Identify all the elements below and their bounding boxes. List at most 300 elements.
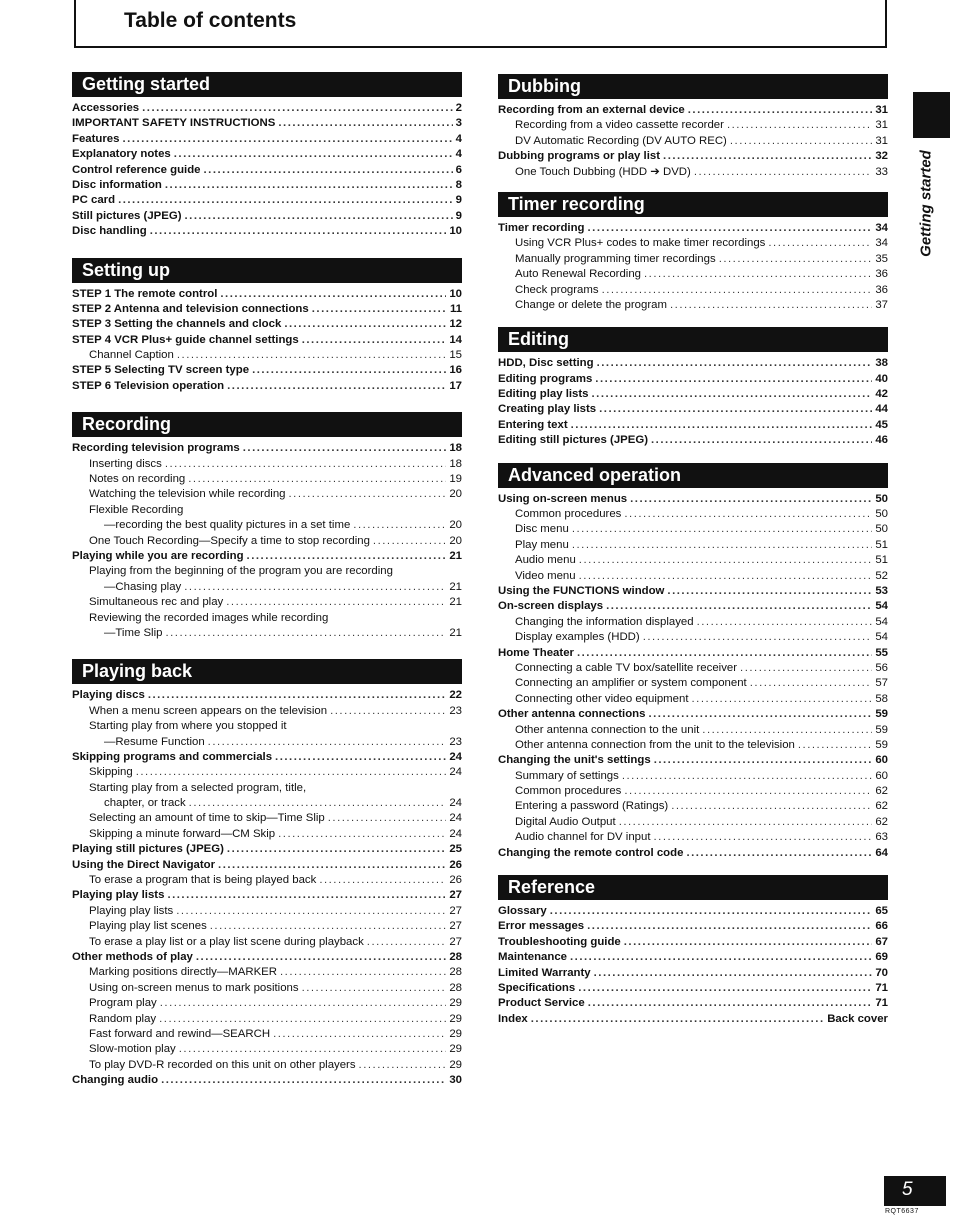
toc-entry[interactable] [72, 209, 462, 224]
dot-leader [312, 302, 447, 317]
toc-entry[interactable] [72, 626, 462, 641]
toc-entry[interactable] [72, 1012, 462, 1027]
toc-left-column [72, 72, 462, 1088]
dot-leader [624, 935, 873, 950]
toc-entry-title: chapter, or track [104, 797, 186, 810]
toc-entry-page: 31 [875, 134, 888, 147]
toc-entry[interactable] [498, 298, 888, 313]
toc-entry[interactable] [72, 503, 462, 518]
dot-leader [654, 753, 873, 768]
toc-entry[interactable] [498, 402, 888, 417]
toc-entry[interactable] [498, 118, 888, 133]
dot-leader [174, 147, 453, 162]
toc-entry[interactable] [498, 538, 888, 553]
section-header: Getting started [72, 72, 462, 97]
toc-entry-page: 71 [875, 981, 888, 994]
section-advanced-operation [498, 463, 888, 861]
section-getting-started [72, 72, 462, 240]
toc-entry-page: 36 [875, 268, 888, 281]
dot-leader [278, 116, 452, 131]
toc-entry-title: Auto Renewal Recording [515, 268, 642, 281]
toc-entry[interactable] [498, 433, 888, 448]
dot-leader [692, 692, 873, 707]
toc-entry-page: 71 [875, 997, 888, 1010]
toc-entry-title: Audio channel for DV input [515, 831, 651, 844]
dot-leader [165, 178, 453, 193]
page-number-box [884, 1176, 946, 1206]
toc-entry-title: Editing programs [498, 372, 593, 385]
dot-leader [740, 661, 872, 676]
toc-entry[interactable] [72, 549, 462, 564]
dot-leader [592, 387, 873, 402]
dot-leader [727, 118, 872, 133]
toc-entry-title: Recording from a video cassette recorder [515, 119, 724, 132]
dot-leader [227, 379, 446, 394]
toc-entry[interactable] [498, 615, 888, 630]
dot-leader [694, 165, 872, 180]
toc-entry[interactable] [498, 387, 888, 402]
dot-leader [330, 704, 446, 719]
dot-leader [278, 827, 446, 842]
dot-leader [648, 707, 872, 722]
dot-leader [220, 287, 446, 302]
toc-entry-title: One Touch Recording—Specify a time to stop recording [89, 534, 370, 547]
toc-entry[interactable] [72, 1027, 462, 1042]
toc-entry[interactable] [72, 750, 462, 765]
toc-entry[interactable] [72, 163, 462, 178]
dot-leader [359, 1058, 447, 1073]
dot-leader [643, 630, 873, 645]
toc-entry-page: 12 [449, 318, 462, 331]
section-header: Timer recording [498, 192, 888, 217]
toc-entry[interactable] [72, 981, 462, 996]
toc-entry[interactable] [72, 580, 462, 595]
toc-entry-page: 24 [449, 827, 462, 840]
toc-entry[interactable] [72, 873, 462, 888]
toc-entry-title: —recording the best quality pictures in a set time [104, 519, 351, 532]
toc-entry-page: 57 [875, 677, 888, 690]
dot-leader [798, 738, 872, 753]
toc-entry[interactable] [72, 735, 462, 750]
toc-entry-page: 10 [449, 225, 462, 238]
toc-entry-title: Other antenna connection from the unit to the television [515, 738, 795, 751]
section-header: Editing [498, 327, 888, 352]
toc-entry[interactable] [498, 692, 888, 707]
toc-entry-title: On-screen displays [498, 600, 604, 613]
toc-entry[interactable] [498, 661, 888, 676]
toc-entry[interactable] [72, 379, 462, 394]
toc-entry-title: Inserting discs [89, 457, 162, 470]
toc-entry-title: When a menu screen appears on the television [89, 704, 328, 717]
toc-entry[interactable] [498, 753, 888, 768]
toc-entry[interactable] [72, 101, 462, 116]
toc-entry[interactable] [498, 966, 888, 981]
toc-entry[interactable] [498, 356, 888, 371]
toc-entry-page: 4 [455, 148, 462, 161]
toc-entry-title: Simultaneous rec and play [89, 596, 224, 609]
toc-entry-page: 44 [875, 403, 888, 416]
toc-entry-title: Skipping [89, 766, 133, 779]
toc-entry-title: Watching the television while recording [89, 488, 286, 501]
toc-entry[interactable] [498, 134, 888, 149]
toc-entry[interactable] [72, 193, 462, 208]
toc-entry[interactable] [72, 224, 462, 239]
toc-entry-page: 20 [449, 534, 462, 547]
dot-leader [619, 815, 873, 830]
toc-entry-title: Using VCR Plus+ codes to make timer recordings [515, 237, 766, 250]
toc-entry-title: Changing audio [72, 1074, 159, 1087]
section-setting-up [72, 258, 462, 395]
dot-leader [328, 811, 447, 826]
toc-entry[interactable] [498, 784, 888, 799]
toc-entry-page: 58 [875, 692, 888, 705]
toc-entry-page: 27 [449, 904, 462, 917]
toc-entry-list [498, 904, 888, 1027]
toc-entry-page: 69 [875, 951, 888, 964]
toc-entry[interactable] [498, 522, 888, 537]
dot-leader [203, 163, 452, 178]
dot-leader [122, 132, 452, 147]
toc-entry-list [72, 688, 462, 1088]
toc-entry[interactable] [498, 981, 888, 996]
toc-entry[interactable] [72, 564, 462, 579]
toc-entry-page: 21 [449, 626, 462, 639]
toc-entry[interactable] [498, 236, 888, 251]
dot-leader [588, 996, 873, 1011]
toc-entry-page: 24 [449, 766, 462, 779]
toc-entry-title: —Resume Function [104, 735, 205, 748]
section-header: Reference [498, 875, 888, 900]
dot-leader [189, 796, 447, 811]
toc-entry[interactable] [72, 1042, 462, 1057]
toc-entry-title: Creating play lists [498, 403, 597, 416]
toc-entry-title: Playing while you are recording [72, 549, 244, 562]
toc-entry-page: 63 [875, 831, 888, 844]
toc-entry-page: 33 [875, 165, 888, 178]
toc-entry-title: Playing discs [72, 689, 145, 702]
toc-entry[interactable] [498, 769, 888, 784]
toc-entry-title: Display examples (HDD) [515, 631, 640, 644]
dot-leader [118, 193, 453, 208]
toc-entry-list [498, 492, 888, 861]
toc-entry-page: 21 [449, 549, 462, 562]
dot-leader [177, 348, 446, 363]
dot-leader [227, 842, 446, 857]
toc-entry-page: 3 [455, 117, 462, 130]
toc-entry[interactable] [498, 149, 888, 164]
dot-leader [595, 372, 872, 387]
toc-entry[interactable] [498, 507, 888, 522]
toc-entry-page: Back cover [827, 1012, 888, 1025]
dot-leader [599, 402, 872, 417]
dot-leader [624, 507, 872, 522]
toc-entry-title: PC card [72, 194, 116, 207]
dot-leader [594, 966, 873, 981]
dot-leader [688, 103, 873, 118]
section-playing-back [72, 659, 462, 1088]
toc-entry[interactable] [498, 846, 888, 861]
section-timer-recording [498, 192, 888, 313]
toc-entry-title: Program play [89, 997, 157, 1010]
toc-entry-page: 38 [875, 357, 888, 370]
toc-entry-page: 52 [875, 569, 888, 582]
toc-entry-title: Glossary [498, 905, 547, 918]
toc-entry-page: 25 [449, 843, 462, 856]
toc-entry-page: 64 [875, 846, 888, 859]
toc-entry[interactable] [498, 996, 888, 1011]
dot-leader [218, 858, 446, 873]
toc-entry-page: 18 [449, 442, 462, 455]
toc-entry-title: DV Automatic Recording (DV AUTO REC) [515, 134, 727, 147]
toc-entry[interactable] [498, 1012, 888, 1027]
toc-entry[interactable] [72, 996, 462, 1011]
toc-entry[interactable] [498, 646, 888, 661]
dot-leader [284, 317, 446, 332]
section-tab-marker [913, 92, 950, 138]
toc-entry[interactable] [498, 935, 888, 950]
toc-entry[interactable] [72, 796, 462, 811]
toc-entry-page: 11 [449, 302, 462, 315]
dot-leader [160, 996, 447, 1011]
toc-entry-page: 4 [455, 132, 462, 145]
toc-entry-title: Home Theater [498, 646, 574, 659]
dot-leader [730, 134, 872, 149]
toc-entry-page: 23 [449, 704, 462, 717]
toc-entry[interactable] [72, 441, 462, 456]
toc-entry-title: Editing play lists [498, 388, 589, 401]
dot-leader [578, 981, 872, 996]
toc-entry[interactable] [498, 799, 888, 814]
toc-entry[interactable] [498, 553, 888, 568]
toc-entry[interactable] [498, 165, 888, 180]
toc-entry[interactable] [72, 147, 462, 162]
toc-entry[interactable] [498, 919, 888, 934]
toc-entry-page: 56 [875, 661, 888, 674]
dot-leader [750, 676, 873, 691]
toc-entry-title: Changing the unit's settings [498, 754, 651, 767]
toc-entry-title: Accessories [72, 102, 140, 114]
toc-entry[interactable] [72, 611, 462, 626]
toc-entry[interactable] [72, 333, 462, 348]
toc-entry-title: Other antenna connections [498, 708, 646, 721]
toc-entry-title: Using on-screen menus [498, 492, 628, 505]
dot-leader [243, 441, 447, 456]
toc-entry-page: 50 [875, 508, 888, 521]
toc-entry[interactable] [498, 252, 888, 267]
toc-entry[interactable] [498, 599, 888, 614]
toc-entry[interactable] [72, 950, 462, 965]
toc-entry[interactable] [72, 811, 462, 826]
toc-entry[interactable] [498, 492, 888, 507]
toc-entry[interactable] [72, 919, 462, 934]
toc-entry[interactable] [498, 830, 888, 845]
toc-entry[interactable] [72, 595, 462, 610]
page-title: Table of contents [124, 9, 297, 32]
dot-leader [597, 356, 873, 371]
toc-entry-title: Troubleshooting guide [498, 935, 621, 948]
toc-entry[interactable] [72, 888, 462, 903]
toc-entry-title: Index [498, 1012, 528, 1025]
toc-entry-page: 29 [449, 1027, 462, 1040]
dot-leader [226, 595, 446, 610]
toc-entry-page: 32 [875, 150, 888, 163]
toc-entry-page: 60 [875, 754, 888, 767]
toc-entry-title: Reviewing the recorded images while recording [89, 611, 329, 624]
dot-leader [159, 1012, 446, 1027]
toc-entry-title: Error messages [498, 920, 585, 933]
toc-entry-page: 15 [449, 349, 462, 362]
toc-entry[interactable] [72, 487, 462, 502]
toc-entry[interactable] [72, 287, 462, 302]
toc-entry[interactable] [498, 569, 888, 584]
toc-entry[interactable] [72, 132, 462, 147]
toc-entry-page: 46 [875, 434, 888, 447]
toc-entry-page: 29 [449, 1043, 462, 1056]
toc-entry-title: Playing still pictures (JPEG) [72, 843, 224, 856]
toc-entry-page: 60 [875, 769, 888, 782]
toc-entry[interactable] [72, 965, 462, 980]
dot-leader [275, 750, 446, 765]
toc-entry-title: Other antenna connection to the unit [515, 723, 700, 736]
toc-entry-page: 23 [449, 735, 462, 748]
toc-entry[interactable] [72, 302, 462, 317]
toc-entry-page: 59 [875, 723, 888, 736]
section-header: Advanced operation [498, 463, 888, 488]
toc-entry[interactable] [72, 348, 462, 363]
dot-leader [185, 209, 453, 224]
section-header: Dubbing [498, 74, 888, 99]
toc-entry-title: Starting play from where you stopped it [89, 720, 287, 733]
toc-entry[interactable] [498, 372, 888, 387]
toc-entry-title: Common procedures [515, 785, 622, 798]
toc-entry-page: 55 [875, 646, 888, 659]
toc-entry-title: Other methods of play [72, 950, 193, 963]
toc-entry[interactable] [72, 1058, 462, 1073]
toc-entry-list [498, 221, 888, 313]
toc-entry-title: Explanatory notes [72, 148, 171, 161]
toc-entry[interactable] [498, 103, 888, 118]
toc-entry-title: Common procedures [515, 508, 622, 521]
toc-entry[interactable] [72, 1073, 462, 1088]
toc-entry-page: 67 [875, 935, 888, 948]
toc-entry[interactable] [498, 738, 888, 753]
toc-entry-page: 70 [875, 966, 888, 979]
toc-entry[interactable] [498, 630, 888, 645]
toc-entry[interactable] [72, 534, 462, 549]
toc-entry-page: 21 [449, 596, 462, 609]
toc-entry[interactable] [72, 472, 462, 487]
toc-entry-page: 34 [875, 237, 888, 250]
dot-leader [302, 981, 447, 996]
toc-entry-page: 29 [449, 1012, 462, 1025]
toc-entry[interactable] [72, 178, 462, 193]
toc-entry-page: 21 [449, 580, 462, 593]
toc-entry-list [72, 287, 462, 395]
toc-entry[interactable] [498, 904, 888, 919]
toc-entry[interactable] [498, 707, 888, 722]
dot-leader [630, 492, 872, 507]
toc-entry-page: 27 [449, 920, 462, 933]
toc-entry-title: Audio menu [515, 554, 576, 567]
toc-entry-page: 26 [449, 874, 462, 887]
toc-entry[interactable] [72, 719, 462, 734]
dot-leader [644, 267, 872, 282]
toc-entry[interactable] [498, 418, 888, 433]
toc-entry[interactable] [72, 781, 462, 796]
toc-entry-title: HDD, Disc setting [498, 357, 594, 370]
toc-entry-title: Control reference guide [72, 163, 201, 176]
toc-entry[interactable] [498, 283, 888, 298]
section-editing [498, 327, 888, 448]
toc-entry-title: —Chasing play [104, 580, 182, 593]
toc-entry[interactable] [498, 950, 888, 965]
toc-entry-page: 36 [875, 283, 888, 296]
toc-entry[interactable] [72, 363, 462, 378]
toc-entry[interactable] [72, 457, 462, 472]
toc-entry[interactable] [72, 116, 462, 131]
toc-entry[interactable] [72, 858, 462, 873]
toc-entry[interactable] [72, 688, 462, 703]
toc-entry-title: IMPORTANT SAFETY INSTRUCTIONS [72, 117, 276, 130]
dot-leader [654, 830, 873, 845]
toc-entry-title: Connecting an amplifier or system component [515, 677, 747, 690]
toc-entry[interactable] [72, 704, 462, 719]
toc-entry-page: 17 [449, 379, 462, 392]
toc-entry-title: One Touch Dubbing (HDD ➔ DVD) [515, 165, 691, 178]
toc-entry-page: 24 [449, 750, 462, 763]
dot-leader [165, 626, 446, 641]
dot-leader [161, 1073, 446, 1088]
toc-entry[interactable] [498, 267, 888, 282]
toc-right-column [498, 74, 888, 1027]
toc-entry-title: Skipping programs and commercials [72, 750, 273, 763]
toc-entry[interactable] [72, 904, 462, 919]
toc-entry[interactable] [498, 584, 888, 599]
section-header: Setting up [72, 258, 462, 283]
toc-entry-list [498, 103, 888, 180]
toc-entry-page: 22 [449, 689, 462, 702]
toc-entry[interactable] [72, 827, 462, 842]
toc-entry[interactable] [498, 723, 888, 738]
toc-entry-page: 9 [455, 194, 462, 207]
toc-entry[interactable] [72, 317, 462, 332]
toc-entry-page: 54 [875, 631, 888, 644]
toc-entry-page: 51 [875, 538, 888, 551]
toc-entry-title: STEP 6 Television operation [72, 379, 225, 392]
toc-entry-page: 2 [455, 102, 462, 114]
toc-entry[interactable] [72, 518, 462, 533]
toc-entry-title: To play DVD-R recorded on this unit on other players [89, 1058, 356, 1071]
section-header: Playing back [72, 659, 462, 684]
toc-entry-title: Video menu [515, 569, 576, 582]
side-section-label-text: Getting started [917, 150, 935, 257]
toc-entry[interactable] [72, 765, 462, 780]
toc-entry[interactable] [498, 815, 888, 830]
toc-entry[interactable] [498, 676, 888, 691]
toc-entry-title: Playing play lists [72, 889, 165, 902]
toc-entry[interactable] [72, 842, 462, 857]
toc-entry-page: 28 [449, 966, 462, 979]
toc-entry-title: Summary of settings [515, 769, 619, 782]
toc-entry-title: STEP 2 Antenna and television connections [72, 302, 309, 315]
toc-entry[interactable] [498, 221, 888, 236]
toc-entry-title: To erase a play list or a play list scene during playback [89, 935, 364, 948]
toc-entry-title: Check programs [515, 283, 599, 296]
toc-entry-title: Limited Warranty [498, 966, 591, 979]
toc-entry-title: Play menu [515, 538, 569, 551]
toc-entry[interactable] [72, 935, 462, 950]
toc-entry-page: 50 [875, 523, 888, 536]
